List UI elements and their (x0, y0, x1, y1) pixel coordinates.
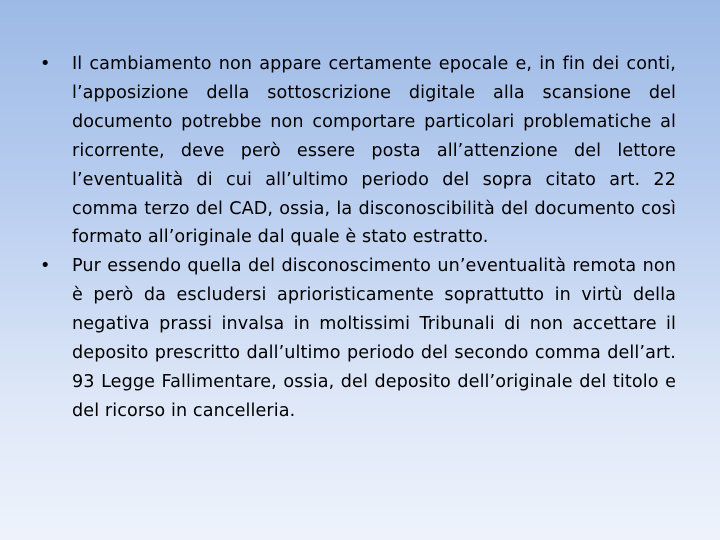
bullet-list (34, 50, 676, 426)
bullet-point-icon: • (40, 256, 51, 277)
bullet-text-2: Pur essendo quella del disconoscimento un’eventualità remota non è però da escludersi aprioristicamente soprattutto in virtù della negativa prassi invalsa in moltissimi Tribunali di non accettare il deposito prescritto dall’ultimo periodo del secondo comma dell’art. 93 Legge Fallimentare, ossia, del deposito dell’originale del titolo e del ricorso in cancelleria. (72, 256, 676, 421)
bullet-item-2 (34, 252, 676, 425)
bullet-point-icon: • (40, 54, 51, 74)
bullet-item-1 (34, 50, 676, 252)
bullet-text-1: Il cambiamento non appare certamente epocale e, in fin dei conti, l’apposizione della sottoscrizione digitale alla scansione del documento potrebbe non comportare particolari problematiche al ricorrente, deve però essere posta all’attenzione del lettore l’eventualità di cui all’ultimo periodo del sopra citato art. 22 comma terzo del CAD, ossia, la disconoscibilità del documento così formato all’originale dal quale è stato estratto. (72, 54, 676, 248)
